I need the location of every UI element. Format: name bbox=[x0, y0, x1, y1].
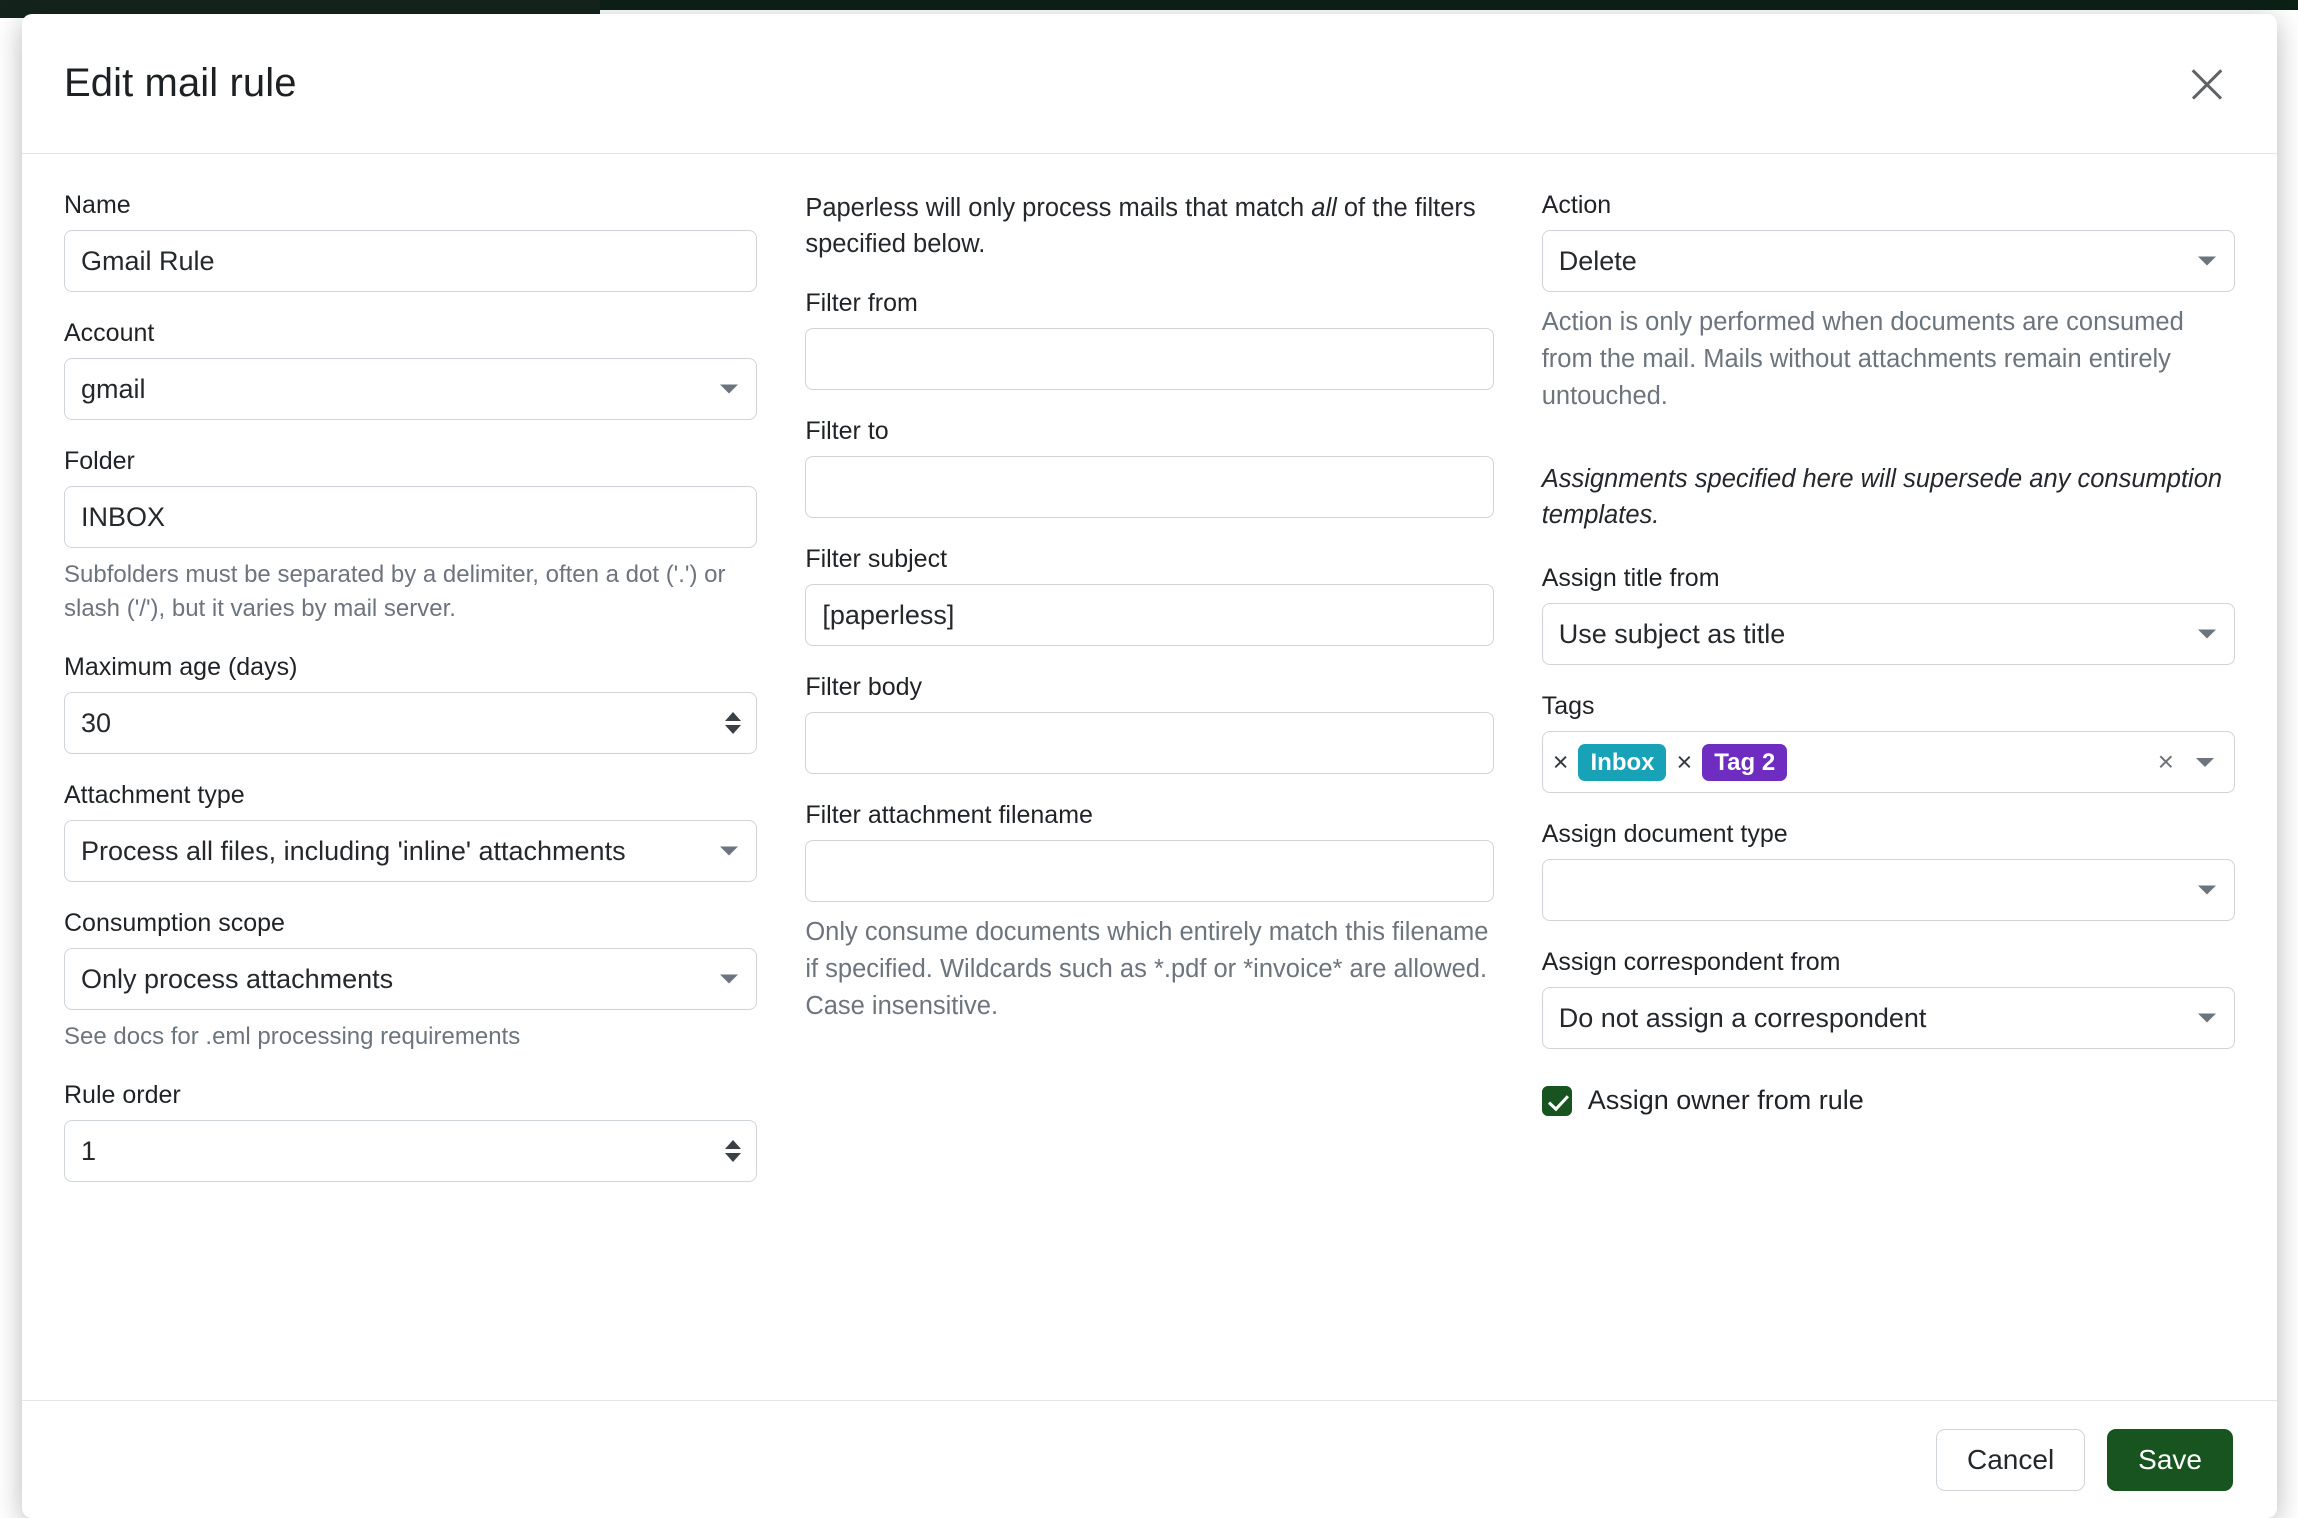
folder-label: Folder bbox=[64, 447, 135, 475]
assignments-note: Assignments specified here will supersede any consumption templates. bbox=[1541, 464, 2223, 530]
max-age-group bbox=[64, 652, 757, 754]
tags-label: Tags bbox=[1541, 692, 1595, 721]
assign-correspondent-group bbox=[1542, 947, 2235, 1049]
chevron-down-icon bbox=[2198, 257, 2216, 266]
account-value: gmail bbox=[81, 373, 146, 404]
filter-body-input[interactable] bbox=[805, 712, 1493, 774]
consumption-scope-select[interactable] bbox=[64, 948, 757, 1010]
tags-input[interactable] bbox=[1542, 731, 2235, 793]
chevron-down-icon bbox=[2198, 630, 2216, 639]
filter-attachment-filename-group bbox=[805, 800, 1493, 1025]
stepper-down-icon[interactable] bbox=[725, 725, 741, 734]
window-topbar-secondary bbox=[600, 0, 2298, 10]
stepper-down-icon[interactable] bbox=[725, 1153, 741, 1162]
save-button[interactable]: Save bbox=[2107, 1429, 2233, 1491]
max-age-stepper[interactable] bbox=[725, 712, 741, 734]
filter-to-group bbox=[805, 416, 1493, 518]
column-filters bbox=[805, 190, 1493, 1400]
close-icon[interactable] bbox=[2181, 58, 2233, 110]
dialog-title: Edit mail rule bbox=[64, 61, 297, 105]
action-label: Action bbox=[1541, 191, 1612, 219]
chevron-down-icon bbox=[2198, 1014, 2216, 1023]
column-general bbox=[64, 190, 757, 1400]
assign-correspondent-value: Do not assign a correspondent bbox=[1558, 1002, 1927, 1033]
stepper-up-icon[interactable] bbox=[725, 1140, 741, 1149]
consumption-scope-label: Consumption scope bbox=[64, 909, 285, 938]
filter-from-label: Filter from bbox=[805, 289, 918, 318]
filter-subject-label: Filter subject bbox=[805, 545, 948, 574]
chevron-down-icon bbox=[720, 385, 738, 394]
chevron-down-icon bbox=[2198, 886, 2216, 895]
attachment-type-group bbox=[64, 780, 757, 882]
assign-document-type-group bbox=[1542, 819, 2235, 921]
assign-document-type-label: Assign document type bbox=[1541, 820, 1788, 849]
stepper-up-icon[interactable] bbox=[725, 712, 741, 721]
filters-intro-pre: Paperless will only process mails that match bbox=[805, 194, 1312, 222]
chevron-down-icon[interactable] bbox=[2196, 758, 2214, 767]
chevron-down-icon bbox=[720, 975, 738, 984]
tags-group bbox=[1542, 691, 2235, 793]
filter-from-input[interactable] bbox=[805, 328, 1493, 390]
action-value: Delete bbox=[1558, 245, 1637, 276]
account-label: Account bbox=[64, 319, 155, 347]
rule-order-group bbox=[64, 1080, 757, 1182]
assign-title-value: Use subject as title bbox=[1558, 618, 1786, 649]
attachment-type-label: Attachment type bbox=[64, 781, 245, 810]
action-group bbox=[1542, 190, 2235, 415]
filter-subject-input[interactable]: [paperless] bbox=[805, 584, 1493, 646]
action-description: Action is only performed when documents are consumed from the mail. Mails without attachments remain entirely untouched. bbox=[1541, 308, 2184, 410]
filter-from-group bbox=[805, 288, 1493, 390]
consumption-scope-value: Only process attachments bbox=[81, 963, 394, 994]
dialog-footer bbox=[22, 1400, 2277, 1518]
attachment-type-select[interactable] bbox=[64, 820, 757, 882]
tag-pill[interactable]: Inbox bbox=[1578, 744, 1666, 782]
assign-owner-group bbox=[1542, 1085, 2235, 1116]
assign-correspondent-select[interactable] bbox=[1542, 987, 2235, 1049]
folder-hint: Subfolders must be separated by a delimiter, often a dot ('.') or slash ('/'), but it varies by mail server. bbox=[64, 561, 726, 623]
filters-intro-emphasis: all bbox=[1311, 194, 1337, 222]
column-actions bbox=[1542, 190, 2235, 1400]
folder-input[interactable]: INBOX bbox=[64, 486, 757, 548]
name-input[interactable]: Gmail Rule bbox=[64, 230, 757, 292]
assign-title-group bbox=[1542, 563, 2235, 665]
account-select[interactable] bbox=[64, 358, 757, 420]
tags-controls bbox=[2158, 748, 2218, 776]
dialog-body bbox=[22, 154, 2277, 1400]
clear-tags-icon[interactable]: × bbox=[2157, 746, 2175, 778]
remove-tag-icon[interactable]: × bbox=[1552, 746, 1569, 777]
account-group bbox=[64, 318, 757, 420]
filter-attachment-filename-input[interactable] bbox=[805, 840, 1493, 902]
rule-order-input[interactable]: 1 bbox=[64, 1120, 757, 1182]
name-group bbox=[64, 190, 757, 292]
consumption-scope-hint: See docs for .eml processing requirements bbox=[64, 1023, 521, 1051]
filters-intro bbox=[805, 190, 1493, 262]
tag-pill[interactable]: Tag 2 bbox=[1702, 744, 1787, 782]
action-select[interactable] bbox=[1542, 230, 2235, 292]
assign-owner-label[interactable]: Assign owner from rule bbox=[1587, 1085, 1864, 1116]
rule-order-stepper[interactable] bbox=[725, 1140, 741, 1162]
cancel-button[interactable]: Cancel bbox=[1936, 1429, 2085, 1491]
filter-body-label: Filter body bbox=[805, 673, 923, 702]
filter-subject-group bbox=[805, 544, 1493, 646]
consumption-scope-group bbox=[64, 908, 757, 1054]
assign-correspondent-label: Assign correspondent from bbox=[1541, 948, 1841, 977]
name-label: Name bbox=[64, 191, 131, 219]
filter-to-label: Filter to bbox=[805, 417, 889, 446]
remove-tag-icon[interactable]: × bbox=[1676, 746, 1693, 777]
tag-chip bbox=[1676, 744, 1787, 782]
assign-document-type-select[interactable] bbox=[1542, 859, 2235, 921]
edit-mail-rule-dialog bbox=[22, 14, 2277, 1518]
assign-owner-checkbox[interactable] bbox=[1542, 1086, 1572, 1116]
rule-order-label: Rule order bbox=[64, 1081, 181, 1110]
filter-to-input[interactable] bbox=[805, 456, 1493, 518]
filter-body-group bbox=[805, 672, 1493, 774]
filter-attachment-filename-hint: Only consume documents which entirely match this filename if specified. Wildcards such as *.pdf or *invoice* are allowed. Case insensitive. bbox=[805, 918, 1489, 1021]
filter-attachment-filename-label: Filter attachment filename bbox=[805, 801, 1093, 830]
assign-title-label: Assign title from bbox=[1541, 564, 1720, 593]
max-age-label: Maximum age (days) bbox=[64, 653, 298, 682]
dialog-header bbox=[22, 14, 2277, 154]
tag-chip bbox=[1553, 744, 1667, 782]
max-age-input[interactable]: 30 bbox=[64, 692, 757, 754]
assign-title-select[interactable] bbox=[1542, 603, 2235, 665]
folder-group bbox=[64, 446, 757, 626]
filters-intro-post: of the filters specified below. bbox=[805, 194, 1476, 259]
attachment-type-value: Process all files, including 'inline' attachments bbox=[81, 835, 626, 866]
chevron-down-icon bbox=[720, 847, 738, 856]
